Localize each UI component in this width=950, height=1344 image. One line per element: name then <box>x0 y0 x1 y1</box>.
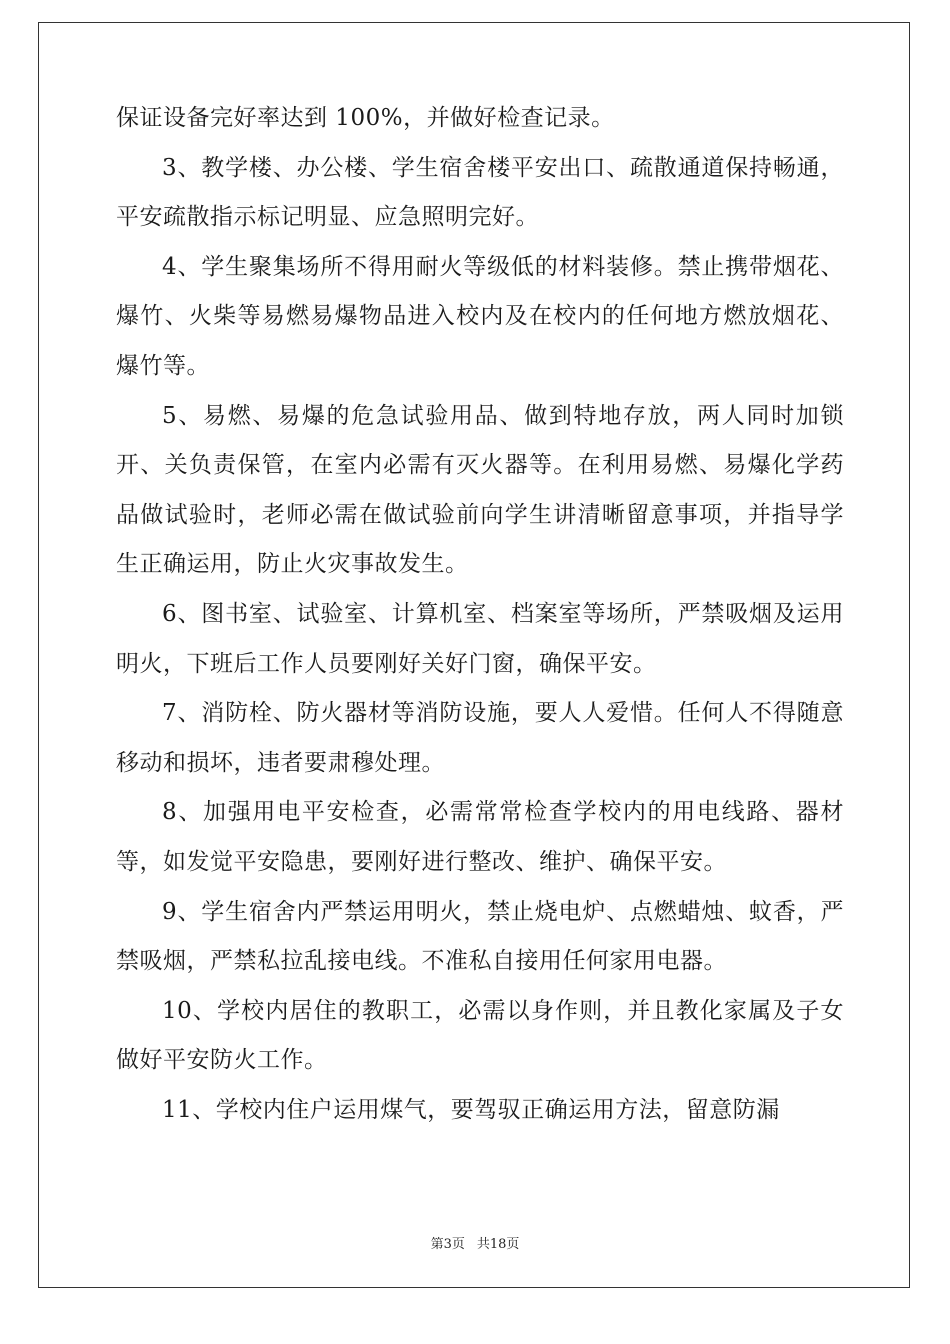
paragraph-item-3: 3、教学楼、办公楼、学生宿舍楼平安出口、疏散通道保持畅通，平安疏散指示标记明显、应急照明完好。 <box>116 154 844 231</box>
page-footer <box>0 1233 950 1252</box>
paragraph-item-6: 6、图书室、试验室、计算机室、档案室等场所，严禁吸烟及运用明火，下班后工作人员要刚好关好门窗，确保平安。 <box>116 600 844 677</box>
paragraph-item-10: 10、学校内居住的教职工，必需以身作则，并且教化家属及子女做好平安防火工作。 <box>116 997 844 1074</box>
page-number: 第3页 <box>430 1237 465 1252</box>
paragraph-item-8: 8、加强用电平安检查，必需常常检查学校内的用电线路、器材等，如发觉平安隐患，要刚好进行整改、维护、确保平安。 <box>116 799 844 875</box>
paragraph-item-9: 9、学生宿舍内严禁运用明火，禁止烧电炉、点燃蜡烛、蚊香，严禁吸烟，严禁私拉乱接电线。不准私自接用任何家用电器。 <box>116 898 844 975</box>
paragraph-continuation: 保证设备完好率达到 100%，并做好检查记录。 <box>116 105 615 131</box>
paragraph-item-4: 4、学生聚集场所不得用耐火等级低的材料装修。禁止携带烟花、爆竹、火柴等易燃易爆物品进入校内及在校内的任何地方燃放烟花、爆竹等。 <box>116 253 844 379</box>
total-pages: 共18页 <box>476 1237 520 1252</box>
paragraph-item-7: 7、消防栓、防火器材等消防设施，要人人爱惜。任何人不得随意移动和损坏，违者要肃穆处理。 <box>116 700 844 776</box>
document-body <box>116 94 844 1135</box>
paragraph-item-11: 11、学校内住户运用煤气，要驾驭正确运用方法，留意防漏 <box>162 1096 780 1123</box>
paragraph-item-5: 5、易燃、易爆的危急试验用品、做到特地存放，两人同时加锁开、关负责保管，在室内必需有灭火器等。在利用易燃、易爆化学药品做试验时，老师必需在做试验前向学生讲清晰留意事项，并指导学生正确运用，防止火灾事故发生。 <box>116 402 844 578</box>
